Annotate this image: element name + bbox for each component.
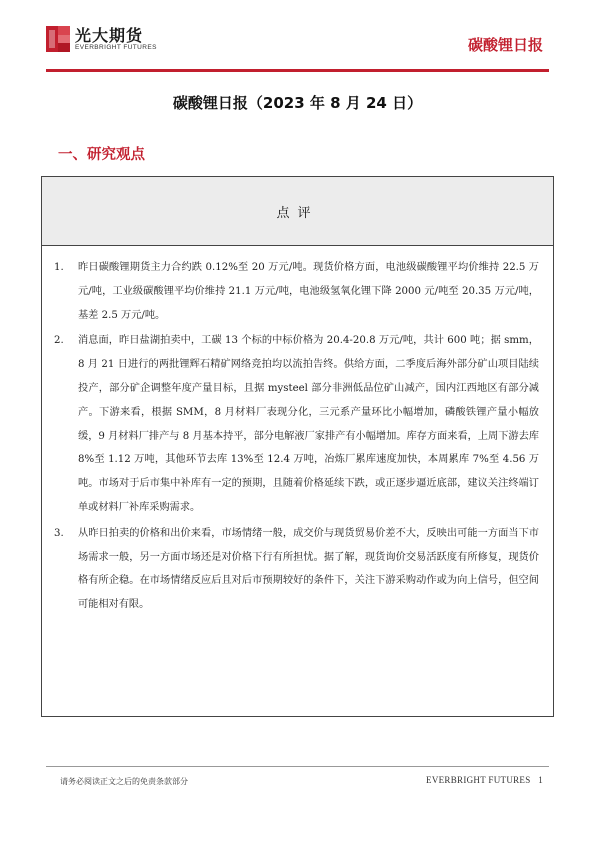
comment-table	[41, 176, 554, 717]
page-header	[0, 0, 595, 72]
comment-item-text: 从昨日拍卖的价格和出价来看，市场情绪一般，成交价与现货贸易价差不大，反映出可能一方面当下市场需求一般，另一方面市场还是对价格下行有所担忧。据了解，现货询价交易活跃度有所修复，现货价格有所企稳。在市场情绪反应后且对后市预期较好的条件下，关注下游采购动作或为向上信号，但空间可能相对有限。	[78, 527, 539, 611]
document-title: 碳酸锂日报（2023 年 8 月 24 日）	[172, 94, 423, 112]
footer-company: EVERBRIGHT FUTURES	[426, 775, 531, 785]
comment-item-text: 消息面，昨日盐湖拍卖中，工碳 13 个标的中标价格为 20.4-20.8 万元/吨，共计 600 吨；据 smm，8 月 21 日进行的两批锂辉石精矿网络竞拍均以流拍告终。供给方面，二季度后海外部分矿山项目陆续投产，部分矿企调整年度产量目标，且据 mysteel 部分非洲低品位矿山减产，国内江西地区有部分减产。下游来看，根据 SMM，8 月材料厂表现分化，三元系产量环比小幅增加，磷酸铁锂产量小幅放缓，9 月材料厂排产与 8 月基本持平，部分电解液厂家排产有小幅增加。库存方面来看，上周下游去库 8%至 1.12 万吨，其他环节去库 13%至 12.4 万吨，冶炼厂累库速度加快，本周累库 7%至 4.56 万吨。市场对于后市集中补库有一定的预期，且随着价格延续下跌，或正逐步逼近底部，建议关注终端订单或材料厂补库采购需求。	[78, 335, 539, 513]
logo-icon	[46, 26, 70, 52]
company-logo	[46, 26, 157, 52]
logo-chinese-text: 光大期货	[75, 25, 144, 45]
logo-english-text: EVERBRIGHT FUTURES	[75, 43, 157, 51]
section-heading: 一、研究观点	[58, 147, 145, 163]
comment-table-header: 点评	[42, 177, 553, 246]
comment-item-text: 昨日碳酸锂期货主力合约跌 0.12%至 20 万元/吨。现货价格方面，电池级碳酸锂平均价维持 22.5 万元/吨，工业级碳酸锂平均价维持 21.1 万元/吨，电池级氢氧化锂下降 2000 元/吨至 20.35 万元/吨，基差 2.5 万元/吨。	[78, 262, 539, 321]
page-number: 1	[538, 775, 543, 785]
comment-table-body	[42, 246, 553, 617]
comment-item-number: 1.	[54, 262, 64, 273]
footer-divider	[46, 766, 549, 767]
comment-item-number: 2.	[54, 335, 64, 347]
header-divider	[46, 69, 549, 72]
comment-item	[54, 522, 539, 617]
comment-item	[54, 329, 539, 519]
comment-item	[54, 256, 539, 327]
footer-disclaimer: 请务必阅读正文之后的免责条款部分	[60, 777, 188, 786]
comment-item-number: 3.	[54, 527, 64, 539]
footer-company-page	[426, 775, 543, 785]
header-report-title: 碳酸锂日报	[467, 36, 543, 54]
